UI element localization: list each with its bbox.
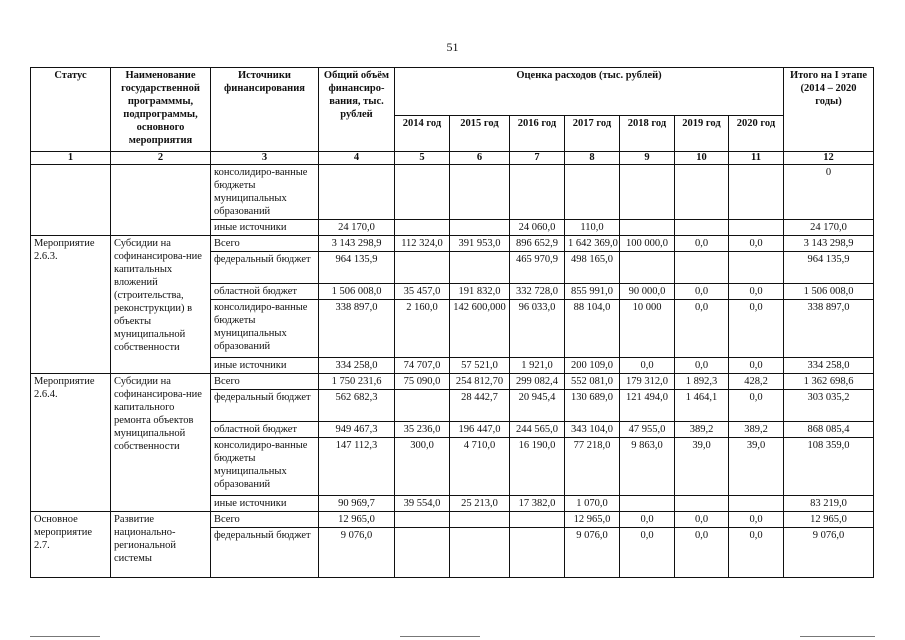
value-cell xyxy=(675,220,729,236)
header-status: Статус xyxy=(31,68,111,152)
table-row xyxy=(31,165,874,220)
source-cell: Всего xyxy=(211,374,319,390)
value-cell xyxy=(675,496,729,512)
value-cell: 0,0 xyxy=(675,236,729,252)
value-cell: 90 000,0 xyxy=(620,284,675,300)
value-cell xyxy=(450,252,510,284)
value-cell: 300,0 xyxy=(395,438,450,496)
value-cell: 1 464,1 xyxy=(675,390,729,422)
value-cell: 35 236,0 xyxy=(395,422,450,438)
value-cell: 389,2 xyxy=(675,422,729,438)
value-cell: 3 143 298,9 xyxy=(319,236,395,252)
column-number: 7 xyxy=(510,152,565,165)
value-cell xyxy=(395,512,450,528)
column-number: 9 xyxy=(620,152,675,165)
value-cell: 28 442,7 xyxy=(450,390,510,422)
value-cell: 0,0 xyxy=(675,284,729,300)
value-cell: 244 565,0 xyxy=(510,422,565,438)
value-cell: 343 104,0 xyxy=(565,422,620,438)
value-cell: 24 170,0 xyxy=(319,220,395,236)
value-cell: 0,0 xyxy=(620,358,675,374)
value-cell: 17 382,0 xyxy=(510,496,565,512)
value-cell: 0,0 xyxy=(729,236,784,252)
value-cell xyxy=(675,165,729,220)
value-cell: 12 965,0 xyxy=(319,512,395,528)
value-cell: 90 969,7 xyxy=(319,496,395,512)
value-cell: 1 362 698,6 xyxy=(784,374,874,390)
program-name-cell: Субсидии на софинансирова-ние капитального ремонта объектов муниципальной собственности xyxy=(111,374,211,512)
value-cell: 39,0 xyxy=(729,438,784,496)
value-cell: 299 082,4 xyxy=(510,374,565,390)
value-cell xyxy=(395,165,450,220)
value-cell: 83 219,0 xyxy=(784,496,874,512)
value-cell: 9 076,0 xyxy=(784,528,874,578)
value-cell: 0,0 xyxy=(729,358,784,374)
source-cell: иные источники xyxy=(211,220,319,236)
value-cell xyxy=(729,220,784,236)
header-year: 2018 год xyxy=(620,116,675,152)
value-cell: 0,0 xyxy=(729,284,784,300)
value-cell: 1 892,3 xyxy=(675,374,729,390)
value-cell: 191 832,0 xyxy=(450,284,510,300)
scan-line-right xyxy=(800,636,875,637)
value-cell xyxy=(450,220,510,236)
value-cell xyxy=(450,165,510,220)
value-cell: 12 965,0 xyxy=(784,512,874,528)
value-cell: 112 324,0 xyxy=(395,236,450,252)
value-cell xyxy=(395,528,450,578)
value-cell: 147 112,3 xyxy=(319,438,395,496)
value-cell: 0,0 xyxy=(675,528,729,578)
value-cell: 121 494,0 xyxy=(620,390,675,422)
value-cell: 1 642 369,0 xyxy=(565,236,620,252)
header-year: 2014 год xyxy=(395,116,450,152)
source-cell: консолидиро-ванные бюджеты муниципальных образований xyxy=(211,438,319,496)
value-cell: 334 258,0 xyxy=(319,358,395,374)
value-cell: 1 506 008,0 xyxy=(319,284,395,300)
value-cell: 96 033,0 xyxy=(510,300,565,358)
value-cell: 0 xyxy=(784,165,874,220)
header-year: 2019 год xyxy=(675,116,729,152)
column-number: 10 xyxy=(675,152,729,165)
value-cell: 77 218,0 xyxy=(565,438,620,496)
header-year: 2017 год xyxy=(565,116,620,152)
header-stage-total: Итого на I этапе (2014 – 2020 годы) xyxy=(784,68,874,152)
value-cell: 868 085,4 xyxy=(784,422,874,438)
value-cell: 389,2 xyxy=(729,422,784,438)
value-cell: 57 521,0 xyxy=(450,358,510,374)
column-number: 1 xyxy=(31,152,111,165)
value-cell xyxy=(395,252,450,284)
value-cell: 1 750 231,6 xyxy=(319,374,395,390)
value-cell: 24 060,0 xyxy=(510,220,565,236)
value-cell: 0,0 xyxy=(729,528,784,578)
value-cell: 3 143 298,9 xyxy=(784,236,874,252)
value-cell: 110,0 xyxy=(565,220,620,236)
column-number: 12 xyxy=(784,152,874,165)
status-cell: Мероприятие 2.6.4. xyxy=(31,374,111,512)
value-cell: 9 076,0 xyxy=(565,528,620,578)
status-cell: Основное мероприятие 2.7. xyxy=(31,512,111,578)
header-estimate: Оценка расходов (тыс. рублей) xyxy=(395,68,784,116)
value-cell: 338 897,0 xyxy=(784,300,874,358)
value-cell: 25 213,0 xyxy=(450,496,510,512)
value-cell: 74 707,0 xyxy=(395,358,450,374)
value-cell: 24 170,0 xyxy=(784,220,874,236)
status-cell: Мероприятие 2.6.3. xyxy=(31,236,111,374)
source-cell: Всего xyxy=(211,236,319,252)
value-cell xyxy=(565,165,620,220)
source-cell: иные источники xyxy=(211,358,319,374)
header-year: 2015 год xyxy=(450,116,510,152)
page-number: 51 xyxy=(446,40,459,54)
header-year: 2016 год xyxy=(510,116,565,152)
value-cell xyxy=(510,528,565,578)
column-number: 4 xyxy=(319,152,395,165)
value-cell: 391 953,0 xyxy=(450,236,510,252)
value-cell xyxy=(319,165,395,220)
value-cell: 964 135,9 xyxy=(319,252,395,284)
header-year: 2020 год xyxy=(729,116,784,152)
header-name: Наименование государственной программмы, подпрограммы, основного мероприятия xyxy=(111,68,211,152)
scan-line-mid xyxy=(400,636,480,637)
value-cell: 498 165,0 xyxy=(565,252,620,284)
value-cell xyxy=(729,496,784,512)
value-cell: 338 897,0 xyxy=(319,300,395,358)
value-cell xyxy=(675,252,729,284)
value-cell: 0,0 xyxy=(675,512,729,528)
table-row xyxy=(31,374,874,390)
value-cell xyxy=(729,252,784,284)
header-total: Общий объём финансиро-вания, тыс. рублей xyxy=(319,68,395,152)
value-cell: 465 970,9 xyxy=(510,252,565,284)
value-cell: 1 070,0 xyxy=(565,496,620,512)
source-cell: консолидиро-ванные бюджеты муниципальных образований xyxy=(211,300,319,358)
column-number: 6 xyxy=(450,152,510,165)
column-number: 3 xyxy=(211,152,319,165)
value-cell: 428,2 xyxy=(729,374,784,390)
program-name-cell: Развитие национально-региональной системы xyxy=(111,512,211,578)
value-cell xyxy=(510,512,565,528)
value-cell: 130 689,0 xyxy=(565,390,620,422)
value-cell xyxy=(395,390,450,422)
value-cell: 0,0 xyxy=(675,358,729,374)
value-cell: 16 190,0 xyxy=(510,438,565,496)
value-cell: 108 359,0 xyxy=(784,438,874,496)
value-cell: 47 955,0 xyxy=(620,422,675,438)
value-cell: 0,0 xyxy=(729,512,784,528)
budget-table xyxy=(30,67,874,578)
value-cell: 142 600,000 xyxy=(450,300,510,358)
program-name-cell: Субсидии на софинансирова-ние капитальных вложений (строительства, реконструкции) в объекты муниципальной собственности xyxy=(111,236,211,374)
source-cell: областной бюджет xyxy=(211,284,319,300)
source-cell: федеральный бюджет xyxy=(211,390,319,422)
value-cell: 303 035,2 xyxy=(784,390,874,422)
column-number: 11 xyxy=(729,152,784,165)
value-cell: 964 135,9 xyxy=(784,252,874,284)
scan-line-left xyxy=(30,636,100,637)
column-number: 8 xyxy=(565,152,620,165)
value-cell xyxy=(620,252,675,284)
source-cell: областной бюджет xyxy=(211,422,319,438)
value-cell xyxy=(450,512,510,528)
value-cell xyxy=(729,165,784,220)
header-sources: Источники финансирования xyxy=(211,68,319,152)
value-cell xyxy=(620,165,675,220)
value-cell: 562 682,3 xyxy=(319,390,395,422)
value-cell xyxy=(395,220,450,236)
value-cell: 10 000 xyxy=(620,300,675,358)
source-cell: консолидиро-ванные бюджеты муниципальных образований xyxy=(211,165,319,220)
value-cell: 0,0 xyxy=(620,528,675,578)
value-cell: 334 258,0 xyxy=(784,358,874,374)
value-cell: 0,0 xyxy=(729,390,784,422)
value-cell: 2 160,0 xyxy=(395,300,450,358)
value-cell: 200 109,0 xyxy=(565,358,620,374)
value-cell: 0,0 xyxy=(729,300,784,358)
value-cell: 75 090,0 xyxy=(395,374,450,390)
value-cell: 88 104,0 xyxy=(565,300,620,358)
value-cell: 4 710,0 xyxy=(450,438,510,496)
value-cell: 100 000,0 xyxy=(620,236,675,252)
value-cell xyxy=(510,165,565,220)
value-cell: 0,0 xyxy=(620,512,675,528)
value-cell: 179 312,0 xyxy=(620,374,675,390)
value-cell: 896 652,9 xyxy=(510,236,565,252)
value-cell: 552 081,0 xyxy=(565,374,620,390)
value-cell: 9 863,0 xyxy=(620,438,675,496)
source-cell: федеральный бюджет xyxy=(211,528,319,578)
value-cell: 12 965,0 xyxy=(565,512,620,528)
value-cell xyxy=(620,220,675,236)
value-cell: 1 921,0 xyxy=(510,358,565,374)
table-row xyxy=(31,236,874,252)
program-name-cell xyxy=(111,165,211,236)
value-cell: 35 457,0 xyxy=(395,284,450,300)
column-number: 5 xyxy=(395,152,450,165)
source-cell: Всего xyxy=(211,512,319,528)
value-cell: 20 945,4 xyxy=(510,390,565,422)
value-cell: 9 076,0 xyxy=(319,528,395,578)
value-cell xyxy=(620,496,675,512)
value-cell: 855 991,0 xyxy=(565,284,620,300)
column-number: 2 xyxy=(111,152,211,165)
status-cell xyxy=(31,165,111,236)
value-cell: 1 506 008,0 xyxy=(784,284,874,300)
value-cell: 0,0 xyxy=(675,300,729,358)
value-cell: 196 447,0 xyxy=(450,422,510,438)
source-cell: иные источники xyxy=(211,496,319,512)
value-cell: 39 554,0 xyxy=(395,496,450,512)
value-cell: 949 467,3 xyxy=(319,422,395,438)
value-cell: 332 728,0 xyxy=(510,284,565,300)
table-row xyxy=(31,512,874,528)
value-cell: 39,0 xyxy=(675,438,729,496)
value-cell xyxy=(450,528,510,578)
value-cell: 254 812,70 xyxy=(450,374,510,390)
source-cell: федеральный бюджет xyxy=(211,252,319,284)
